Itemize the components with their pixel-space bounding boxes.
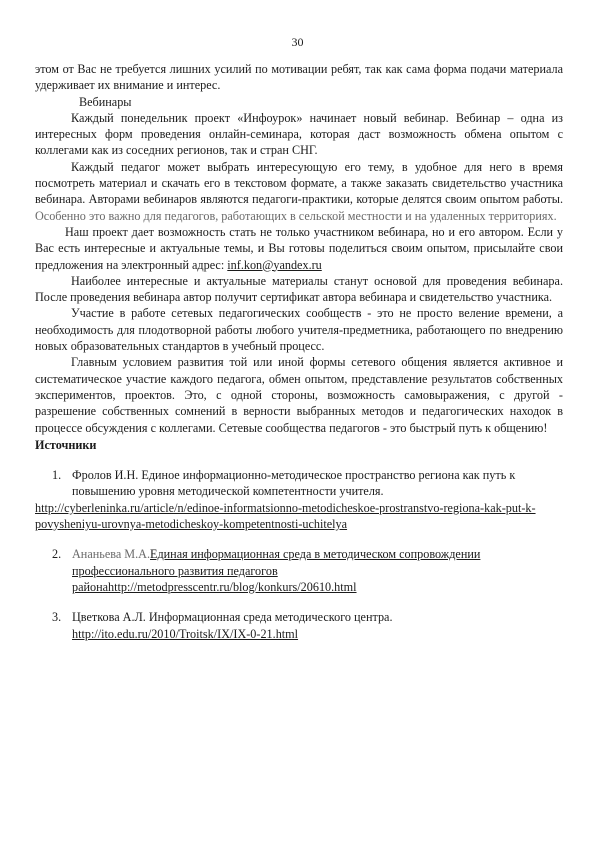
source-title: Цветкова А.Л. Информационная среда методического центра.: [72, 610, 393, 625]
source-number: 1.: [52, 468, 62, 483]
document-body: [35, 61, 563, 642]
paragraph-teacher-choice: [35, 159, 563, 224]
paragraph-teacher-choice-text: Каждый педагог может выбрать интересующую его тему, в удобное для него в время посмотреть материал и скачать его в текстовом формате, а также заказать свидетельство участника вебинара. Авторами вебинаров являются педагоги-практики, которые делятся своим опытом работы.: [35, 159, 563, 207]
section-title-webinars: Вебинары: [79, 94, 132, 109]
source-link[interactable]: районаhttp://metodpresscentr.ru/blog/konkurs/20610.html: [72, 579, 357, 594]
source-number: 3.: [52, 610, 62, 625]
email-link[interactable]: inf.kon@yandex.ru: [227, 257, 322, 272]
paragraph-network-lead: Участие в работе сетевых педагогических сообществ: [71, 306, 362, 321]
paragraph-rural-note: Особенно это важно для педагогов, работающих в сельской местности и на удаленных территориях.: [35, 208, 557, 223]
source-item: [35, 609, 563, 642]
source-title[interactable]: Единая информационная среда в методическом сопровождении профессионального развития педагогов: [72, 547, 481, 578]
paragraph-infourok-webinar: Каждый понедельник проект «Инфоурок» начинает новый вебинар. Вебинар – одна из интересных форм проведения онлайн-семинара, которая даст возможность обмена опытом с коллегами как из соседних регионов, так и стран СНГ.: [35, 110, 563, 158]
page-number: 30: [291, 35, 304, 49]
paragraph-materials: Наиболее интересные и актуальные материалы станут основой для проведения вебинара. После проведения вебинара автор получит сертификат автора вебинара и свидетельство участника.: [35, 273, 563, 305]
source-author: Ананьева М.А.: [72, 547, 151, 562]
paragraph-network-communities: [35, 305, 563, 354]
source-link[interactable]: http://ito.edu.ru/2010/Troitsk/IX/IX-0-21.html: [72, 626, 299, 641]
sources-list: [35, 467, 563, 642]
source-link[interactable]: http://cyberleninka.ru/article/n/edinoe-informatsionno-metodicheskoe-prostranstvo-regiona-kak-put-k-povysheniyu-urovnya-metodicheskoy-kompetentnosti-uchitelya: [35, 500, 536, 532]
paragraph-intro-continuation: этом от Вас не требуется лишних усилий по мотивации ребят, так как сама форма подачи материала удерживает их внимание и интерес.: [35, 62, 563, 93]
paragraph-main-condition-text: Главным условием развития той или иной формы сетевого общения является активное и систематическое участие каждого педагога, обмен опытом, представление результатов собственных экспериментов, проектов. Это, с одной стороны, возможность самовыражения, с другой - разрешение собственных сомнений в верности выбранных методов и педагогических находок в процессе обсуждения с коллегами.: [35, 355, 563, 435]
source-title: Фролов И.Н. Единое информационно-методическое пространство региона как путь к повышению уровня методической компетентности учителя.: [72, 468, 516, 499]
source-item: [35, 546, 563, 595]
sources-heading: Источники: [35, 437, 97, 452]
source-number: 2.: [52, 547, 62, 562]
paragraph-network-rest: - это не просто веление времени, а необходимость для плодотворной работы любого учителя-предметника, работающего по внедрению новых образовательных стандартов в учебный процесс.: [35, 306, 563, 354]
paragraph-become-author: [35, 224, 563, 273]
paragraph-become-author-text: Наш проект дает возможность стать не только участником вебинара, но и его автором. Если у Вас есть интересные и актуальные темы, и Вы готовы поделиться своим опытом, присылайте свои предложения на электронный адрес:: [35, 224, 563, 272]
source-item: [35, 467, 563, 532]
paragraph-main-condition: [35, 354, 563, 435]
paragraph-main-condition-tail: Сетевые сообщества педагогов - это быстрый путь к общению!: [215, 420, 548, 435]
